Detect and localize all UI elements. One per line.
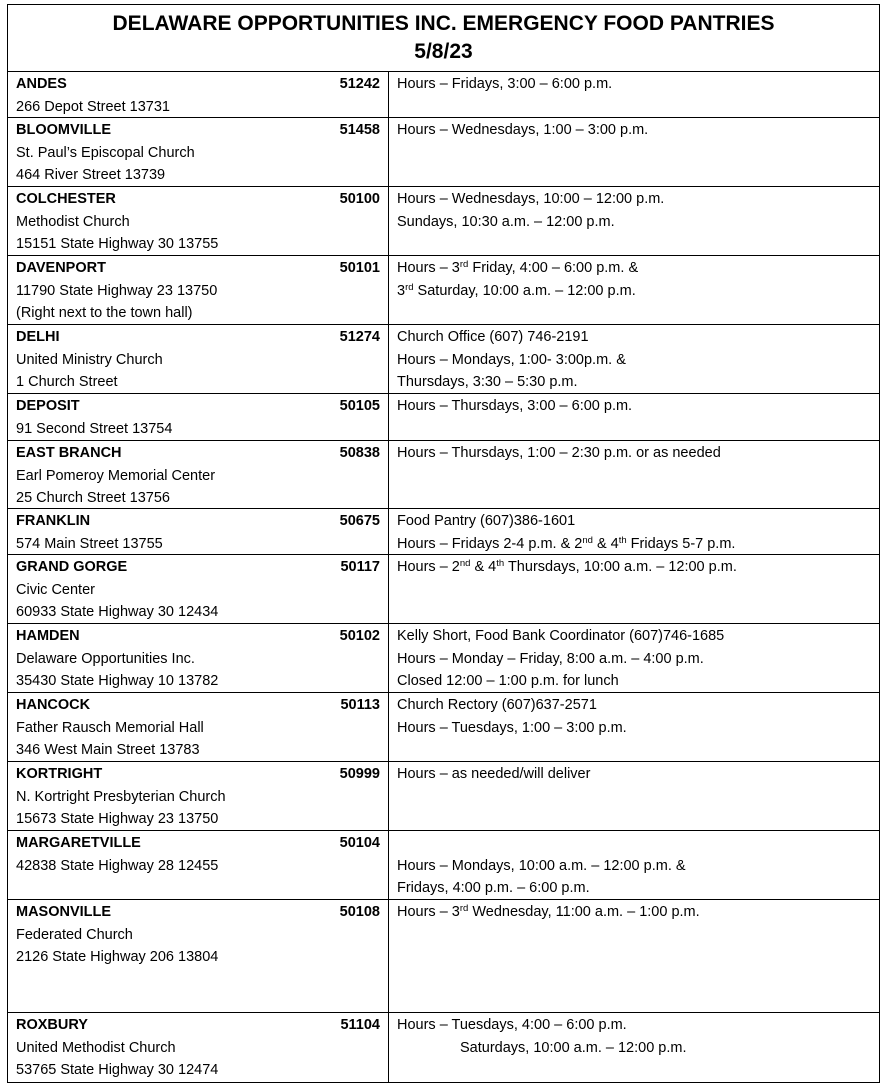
hours-line: Fridays, 4:00 p.m. – 6:00 p.m. [397, 880, 590, 897]
hours-cell [389, 394, 879, 440]
pantry-name: EAST BRANCH [16, 445, 122, 461]
pantry-code: 51104 [340, 1017, 380, 1033]
hours-cell [389, 72, 879, 117]
address-line: St. Paul’s Episcopal Church [16, 144, 195, 161]
address-line: 60933 State Highway 30 12434 [16, 604, 219, 621]
address-line: Civic Center [16, 581, 95, 598]
pantry-code: 50838 [339, 445, 380, 461]
pantry-code: 51242 [339, 76, 380, 92]
hours-line: Saturdays, 10:00 a.m. – 12:00 p.m. [460, 1039, 687, 1056]
hours-line: Hours – Wednesdays, 1:00 – 3:00 p.m. [397, 122, 649, 138]
location-cell [8, 72, 389, 117]
hours-line: Food Pantry (607)386-1601 [397, 513, 576, 529]
address-line: N. Kortright Presbyterian Church [16, 788, 226, 805]
pantry-name: ANDES [16, 76, 67, 92]
pantry-code: 50105 [339, 398, 380, 414]
hours-line: Hours – 2nd & 4th Thursdays, 10:00 a.m. – 12:00 p.m. [397, 558, 737, 575]
table-row [8, 72, 879, 118]
table-row [8, 187, 879, 256]
hours-line: 3rd Saturday, 10:00 a.m. – 12:00 p.m. [397, 281, 636, 299]
hours-line: Hours – Tuesdays, 4:00 – 6:00 p.m. [397, 1017, 627, 1033]
location-cell [8, 900, 389, 1012]
hours-line: Thursdays, 3:30 – 5:30 p.m. [397, 374, 578, 391]
hours-line: Hours – Thursdays, 3:00 – 6:00 p.m. [397, 398, 633, 414]
table-row [8, 118, 879, 187]
table-row [8, 900, 879, 1013]
hours-line: Hours – as needed/will deliver [397, 766, 591, 782]
table-row [8, 624, 879, 693]
address-line: Delaware Opportunities Inc. [16, 650, 195, 667]
hours-line: Hours – Fridays, 3:00 – 6:00 p.m. [397, 76, 613, 92]
pantry-code: 50104 [339, 835, 380, 851]
location-cell [8, 509, 389, 554]
address-line: 53765 State Highway 30 12474 [16, 1062, 219, 1079]
hours-cell [389, 762, 879, 830]
hours-line: Hours – 3rd Friday, 4:00 – 6:00 p.m. & [397, 259, 639, 276]
pantry-name: DAVENPORT [16, 260, 106, 276]
location-cell [8, 555, 389, 623]
hours-cell [389, 1013, 879, 1082]
pantry-code: 50101 [339, 260, 380, 276]
pantry-name: MARGARETVILLE [16, 835, 141, 851]
table-row [8, 441, 879, 509]
pantry-code: 50108 [339, 904, 380, 920]
hours-cell [389, 441, 879, 508]
hours-line: Kelly Short, Food Bank Coordinator (607)746-1685 [397, 628, 725, 644]
pantry-name: DELHI [16, 329, 60, 345]
page-title: DELAWARE OPPORTUNITIES INC. EMERGENCY FOOD PANTRIES [112, 12, 775, 35]
hours-cell [389, 624, 879, 692]
location-cell [8, 441, 389, 508]
hours-line: Church Office (607) 746-2191 [397, 329, 589, 345]
hours-cell [389, 555, 879, 623]
address-line: 464 River Street 13739 [16, 167, 166, 184]
address-line: 1 Church Street [16, 374, 118, 391]
pantry-name: FRANKLIN [16, 513, 91, 529]
location-cell [8, 118, 389, 186]
hours-cell [389, 900, 879, 1012]
pantry-code: 50117 [340, 559, 380, 575]
hours-line: Hours – Tuesdays, 1:00 – 3:00 p.m. [397, 719, 627, 736]
hours-line: Church Rectory (607)637-2571 [397, 697, 597, 713]
pantry-code: 50113 [340, 697, 380, 713]
hours-cell [389, 693, 879, 761]
hours-line: Sundays, 10:30 a.m. – 12:00 p.m. [397, 213, 615, 230]
address-line: (Right next to the town hall) [16, 305, 193, 322]
table-row [8, 555, 879, 624]
hours-line: Hours – Mondays, 10:00 a.m. – 12:00 p.m. & [397, 857, 686, 874]
address-line: 42838 State Highway 28 12455 [16, 857, 219, 874]
hours-line: Hours – Fridays 2-4 p.m. & 2nd & 4th Fridays 5-7 p.m. [397, 534, 736, 552]
hours-cell [389, 256, 879, 324]
pantry-code: 51458 [339, 122, 380, 138]
table-row [8, 394, 879, 441]
hours-line: Hours – 3rd Wednesday, 11:00 a.m. – 1:00 p.m. [397, 903, 700, 920]
address-line: 574 Main Street 13755 [16, 535, 163, 552]
hours-cell [389, 118, 879, 186]
pantry-name: KORTRIGHT [16, 766, 103, 782]
table-row [8, 693, 879, 762]
address-line: Federated Church [16, 926, 133, 943]
location-cell [8, 693, 389, 761]
location-cell [8, 325, 389, 393]
address-line: 2126 State Highway 206 13804 [16, 949, 219, 966]
table-row [8, 509, 879, 555]
pantry-table [7, 4, 880, 1083]
address-line: 25 Church Street 13756 [16, 490, 170, 507]
location-cell [8, 1013, 389, 1082]
location-cell [8, 256, 389, 324]
pantry-code: 50675 [339, 513, 380, 529]
pantry-name: HANCOCK [16, 697, 91, 713]
pantry-code: 50100 [339, 191, 380, 207]
pantry-name: HAMDEN [16, 628, 80, 644]
location-cell [8, 394, 389, 440]
pantry-name: GRAND GORGE [16, 559, 128, 575]
address-line: Earl Pomeroy Memorial Center [16, 467, 216, 484]
hours-cell [389, 325, 879, 393]
address-line: 15673 State Highway 23 13750 [16, 811, 219, 828]
page-date: 5/8/23 [414, 40, 473, 63]
hours-line: Hours – Mondays, 1:00- 3:00p.m. & [397, 351, 626, 368]
address-line: 11790 State Highway 23 13750 [16, 282, 218, 299]
hours-cell [389, 831, 879, 899]
pantry-name: MASONVILLE [16, 904, 112, 920]
address-line: Father Rausch Memorial Hall [16, 719, 204, 736]
address-line: 346 West Main Street 13783 [16, 742, 200, 759]
pantry-name: COLCHESTER [16, 191, 116, 207]
address-line: 35430 State Highway 10 13782 [16, 673, 219, 690]
location-cell [8, 762, 389, 830]
hours-line: Hours – Thursdays, 1:00 – 2:30 p.m. or as needed [397, 445, 721, 461]
pantry-name: BLOOMVILLE [16, 122, 112, 138]
table-row [8, 1013, 879, 1082]
address-line: Methodist Church [16, 213, 130, 230]
location-cell [8, 831, 389, 899]
hours-line: Hours – Monday – Friday, 8:00 a.m. – 4:00 p.m. [397, 650, 704, 667]
hours-line: Closed 12:00 – 1:00 p.m. for lunch [397, 673, 619, 690]
location-cell [8, 624, 389, 692]
table-row [8, 831, 879, 900]
pantry-code: 50999 [339, 766, 380, 782]
pantry-name: ROXBURY [16, 1017, 88, 1033]
location-cell [8, 187, 389, 255]
table-row [8, 762, 879, 831]
pantry-name: DEPOSIT [16, 398, 80, 414]
table-row [8, 256, 879, 325]
pantry-code: 50102 [339, 628, 380, 644]
address-line: United Methodist Church [16, 1039, 176, 1056]
table-row [8, 325, 879, 394]
hours-cell [389, 187, 879, 255]
pantry-code: 51274 [339, 329, 380, 345]
hours-line [397, 832, 873, 855]
hours-line: Hours – Wednesdays, 10:00 – 12:00 p.m. [397, 191, 665, 207]
address-line: 91 Second Street 13754 [16, 420, 173, 437]
address-line: 266 Depot Street 13731 [16, 98, 170, 115]
address-line: 15151 State Highway 30 13755 [16, 236, 219, 253]
hours-cell [389, 509, 879, 554]
table-header [8, 5, 879, 72]
address-line: United Ministry Church [16, 351, 163, 368]
